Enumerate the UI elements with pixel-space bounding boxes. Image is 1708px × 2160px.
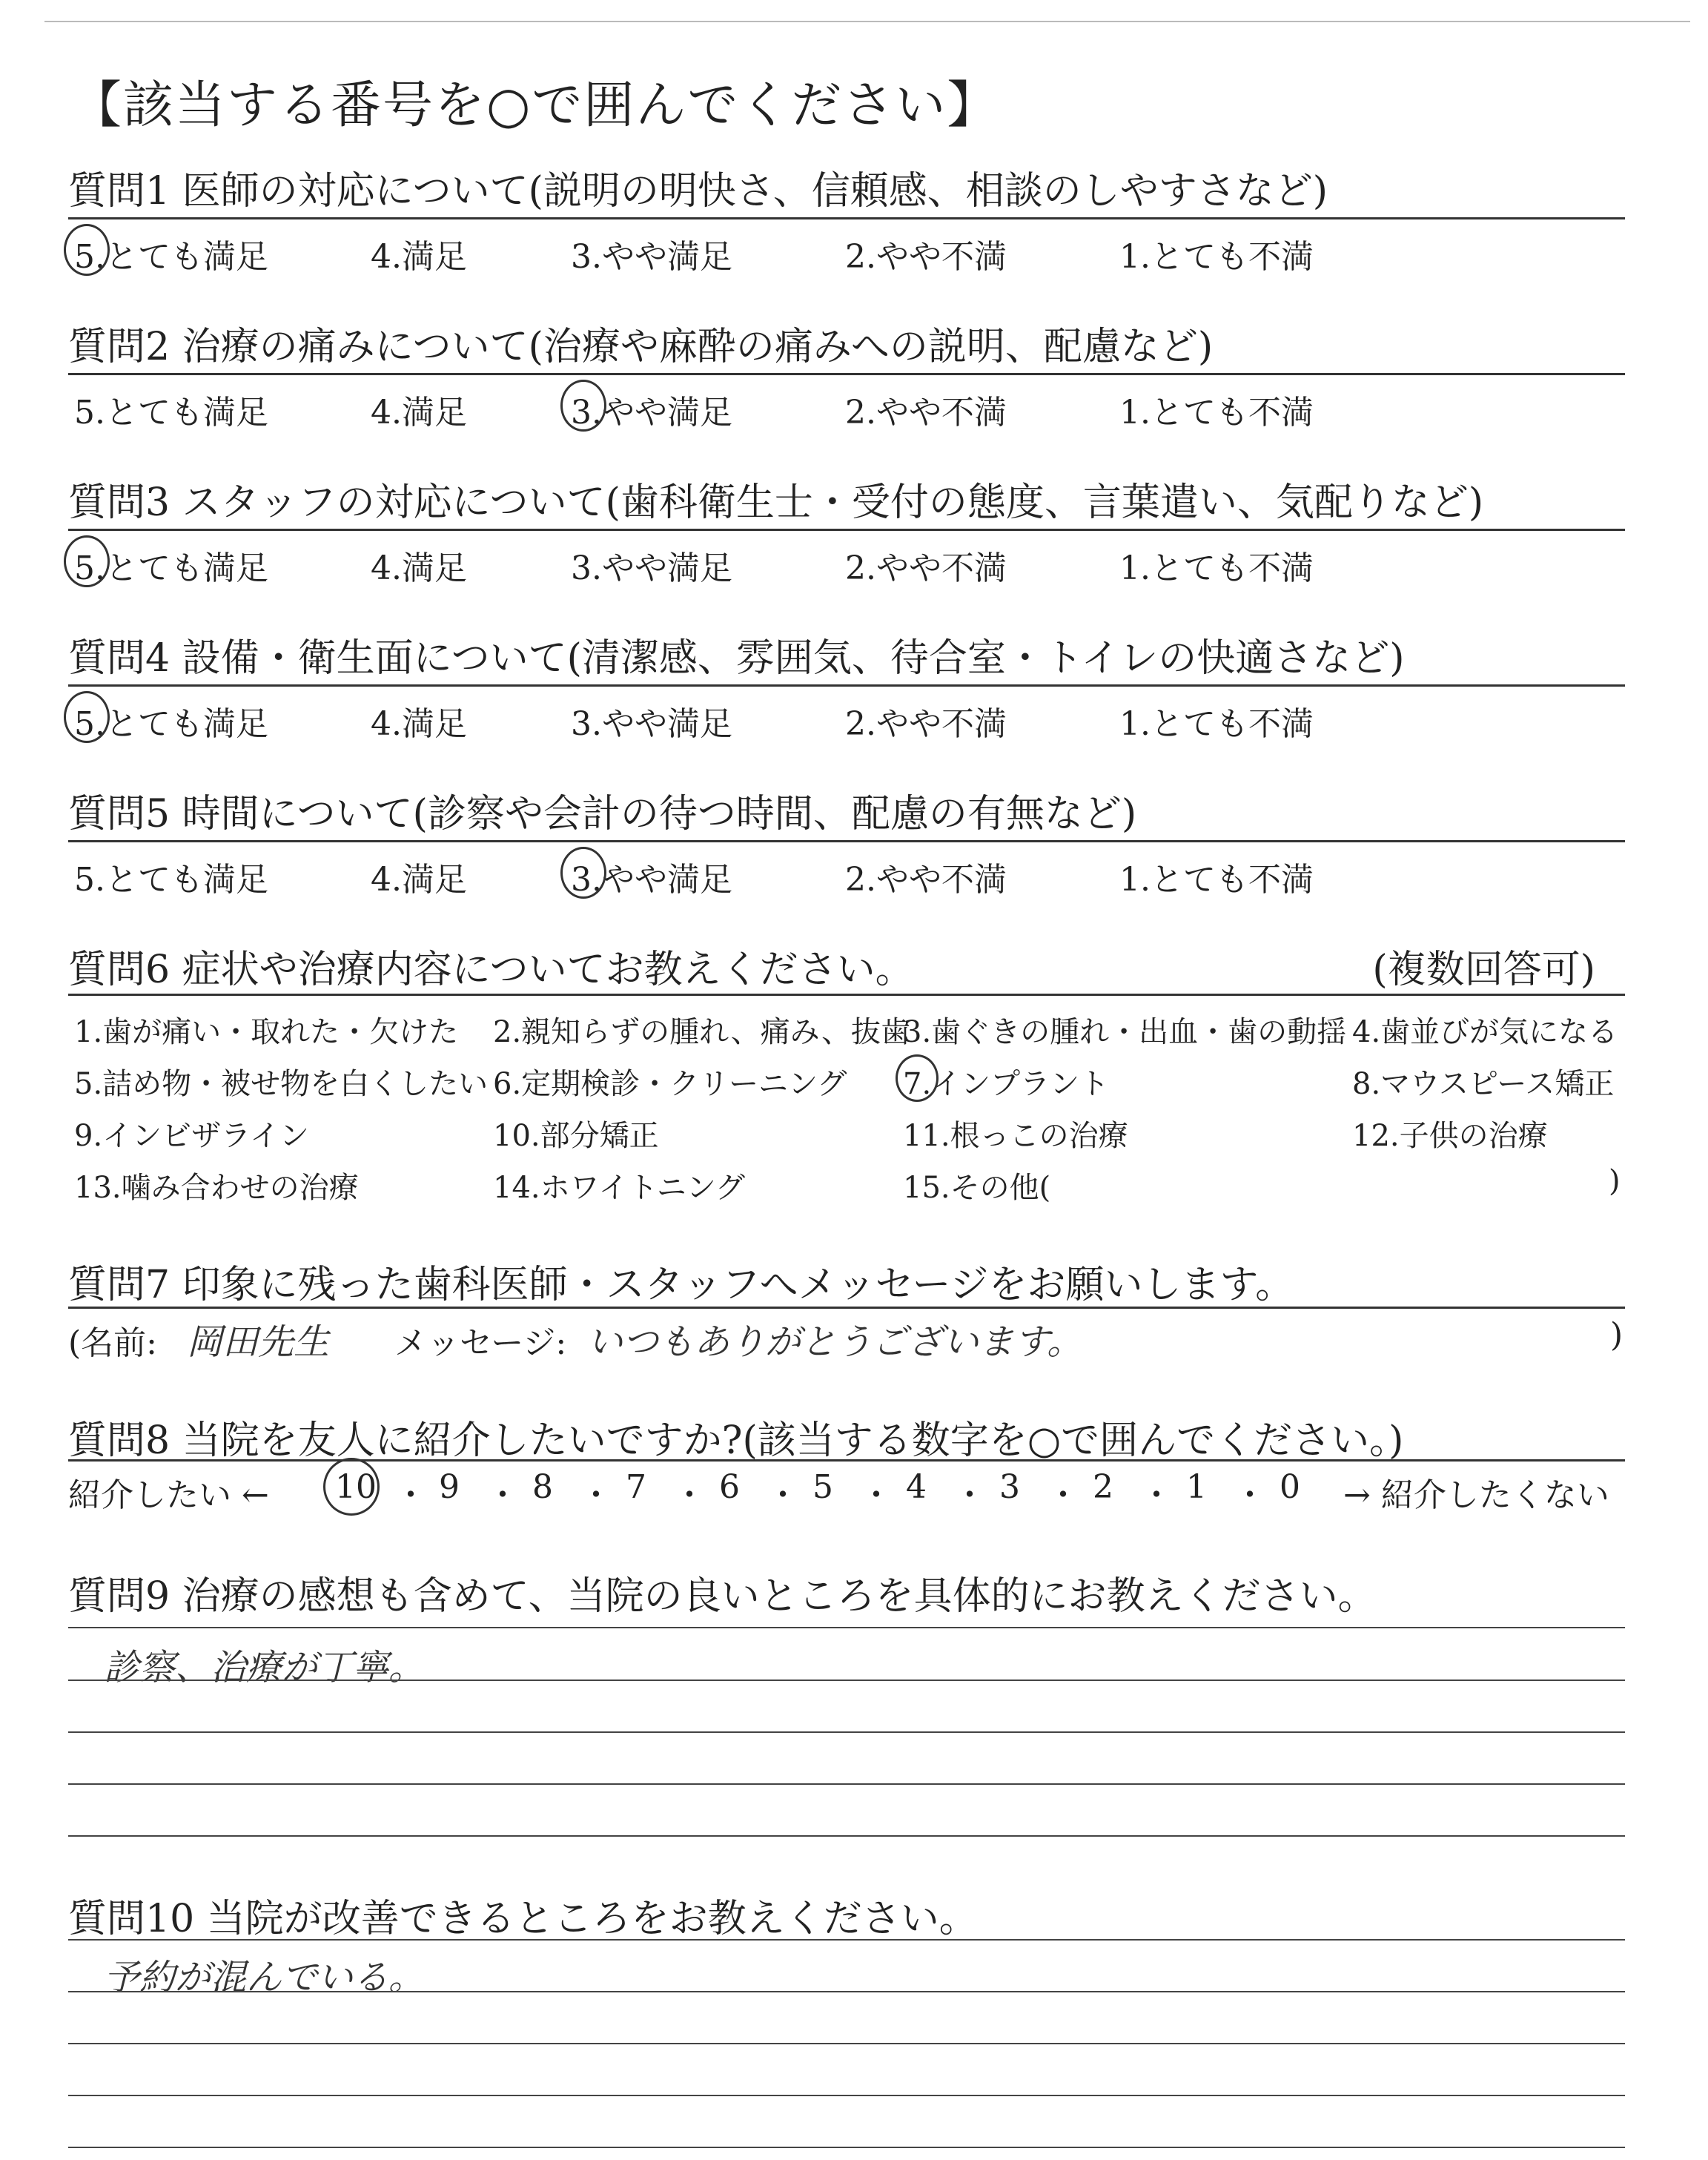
q8-left-label: 紹介したい ← (68, 1476, 269, 1514)
q6-note: (複数回答可) (1372, 948, 1595, 992)
q2-title: 質問2 治療の痛みについて(治療や麻酔の痛みへの説明、配慮など) (68, 325, 1214, 369)
q8-sep: ・ (673, 1476, 706, 1514)
q8-value[interactable]: 6 (719, 1468, 740, 1506)
answer-line (68, 1939, 1625, 1941)
answer-line (68, 1731, 1625, 1733)
q6-title: 質問6 症状や治療内容についてお教えください。 (68, 948, 914, 992)
q7-message-value[interactable]: いつもありがとうございます。 (587, 1321, 1083, 1363)
q8-value[interactable]: 1 (1186, 1468, 1207, 1506)
rating-option[interactable]: 1.とても不満 (1119, 238, 1314, 276)
top-border (44, 21, 1690, 22)
question-10 (68, 1887, 1625, 1941)
rating-option[interactable]: 5.とても満足 (74, 705, 268, 743)
answer-line (68, 1835, 1625, 1837)
answer-line (68, 1680, 1625, 1681)
q7-name-label: (名前: (68, 1324, 157, 1362)
answer-line (68, 1991, 1625, 1992)
rating-option[interactable]: 1.とても不満 (1119, 861, 1314, 899)
rating-option[interactable]: 2.やや不満 (845, 861, 1007, 899)
q6-option[interactable]: 8.マウスピース矯正 (1352, 1067, 1615, 1101)
q8-value[interactable]: 7 (626, 1468, 646, 1506)
selection-circle (560, 847, 606, 899)
q3-rule (68, 529, 1625, 531)
answer-line (68, 1783, 1625, 1785)
q8-value[interactable]: 5 (812, 1468, 833, 1506)
selection-circle (323, 1458, 380, 1516)
answer-line (68, 1627, 1625, 1628)
q8-value[interactable]: 4 (906, 1468, 927, 1506)
q8-sep: ・ (394, 1476, 427, 1514)
q8-value[interactable]: 8 (532, 1468, 553, 1506)
q8-sep: ・ (1047, 1476, 1079, 1514)
selection-circle (64, 691, 110, 743)
q7-title: 質問7 印象に残った歯科医師・スタッフへメッセージをお願いします。 (68, 1263, 1294, 1307)
q4-title: 質問4 設備・衛生面について(清潔感、雰囲気、待合室・トイレの快適さなど) (68, 636, 1405, 681)
rating-option[interactable]: 1.とても不満 (1119, 549, 1314, 587)
question-8 (68, 1409, 1625, 1463)
rating-option[interactable]: 2.やや不満 (845, 705, 1007, 743)
question-4 (68, 627, 1625, 681)
q7-close: ) (1610, 1316, 1623, 1354)
q8-sep: ・ (1140, 1476, 1173, 1514)
rating-option[interactable]: 4.満足 (371, 861, 467, 899)
answer-line (68, 2147, 1625, 2148)
q7-answer-row (68, 1316, 1640, 1368)
q8-value[interactable]: 10 (335, 1468, 377, 1506)
q8-sep: ・ (860, 1476, 893, 1514)
q8-right-label: → 紹介したくない (1343, 1476, 1609, 1514)
q6-option[interactable]: 1.歯が痛い・取れた・欠けた (74, 1015, 459, 1049)
q6-rule (68, 994, 1625, 996)
q8-sep: ・ (580, 1476, 612, 1514)
q6-option[interactable]: 12.子供の治療 (1352, 1119, 1548, 1153)
q9-title: 質問9 治療の感想も含めて、当院の良いところを具体的にお教えください。 (68, 1574, 1377, 1619)
q6-option[interactable]: 2.親知らずの腫れ、痛み、抜歯 (493, 1015, 910, 1049)
q7-rule (68, 1307, 1625, 1309)
q10-title: 質問10 当院が改善できるところをお教えください。 (68, 1897, 978, 1941)
q4-rule (68, 684, 1625, 687)
q8-value[interactable]: 2 (1093, 1468, 1113, 1506)
q6-option[interactable]: 6.定期検診・クリーニング (493, 1067, 847, 1101)
question-9 (68, 1565, 1625, 1619)
rating-option[interactable]: 4.満足 (371, 705, 467, 743)
rating-option[interactable]: 3.やや満足 (571, 549, 732, 587)
q8-sep: ・ (953, 1476, 986, 1514)
rating-option[interactable]: 5.とても満足 (74, 238, 268, 276)
q6-option[interactable]: 14.ホワイトニング (493, 1171, 746, 1205)
answer-line (68, 2043, 1625, 2044)
q10-answer[interactable]: 予約が混んでいる。 (104, 1957, 425, 1998)
q8-sep: ・ (767, 1476, 799, 1514)
question-1 (68, 159, 1625, 214)
q7-name-value[interactable]: 岡田先生 (187, 1321, 330, 1363)
rating-option[interactable]: 1.とても不満 (1119, 394, 1314, 432)
rating-option[interactable]: 2.やや不満 (845, 394, 1007, 432)
question-5 (68, 782, 1625, 836)
q6-option-selected[interactable]: 7.インプラント (903, 1067, 1110, 1101)
question-6 (68, 938, 1625, 992)
question-2 (68, 315, 1625, 369)
q8-sep: ・ (1234, 1476, 1266, 1514)
page-title: 【該当する番号を○で囲んでください】 (71, 76, 999, 135)
q6-other-close: ) (1609, 1164, 1621, 1198)
rating-option[interactable]: 3.やや満足 (571, 238, 732, 276)
q9-answer[interactable]: 診察、治療が丁寧。 (104, 1647, 425, 1688)
q3-title: 質問3 スタッフの対応について(歯科衛生士・受付の態度、言葉遣い、気配りなど) (68, 480, 1484, 525)
answer-line (68, 2095, 1625, 2096)
rating-option[interactable]: 3.やや満足 (571, 861, 732, 899)
q8-sep: ・ (486, 1476, 519, 1514)
selection-circle (896, 1054, 939, 1102)
rating-option[interactable]: 3.やや満足 (571, 394, 732, 432)
q6-option[interactable]: 5.詰め物・被せ物を白くしたい (74, 1067, 489, 1101)
q8-rule (68, 1459, 1625, 1462)
q5-rule (68, 840, 1625, 842)
rating-option[interactable]: 2.やや不満 (845, 238, 1007, 276)
q5-title: 質問5 時間について(診察や会計の待つ時間、配慮の有無など) (68, 792, 1137, 836)
selection-circle (560, 380, 606, 432)
rating-option[interactable]: 1.とても不満 (1119, 705, 1314, 743)
q8-value[interactable]: 9 (439, 1468, 460, 1506)
rating-option[interactable]: 2.やや不満 (845, 549, 1007, 587)
rating-option[interactable]: 5.とても満足 (74, 861, 268, 899)
rating-option[interactable]: 4.満足 (371, 238, 467, 276)
rating-option[interactable]: 3.やや満足 (571, 705, 732, 743)
selection-circle (64, 535, 110, 587)
q7-message-label: メッセージ: (394, 1324, 567, 1362)
q6-option[interactable]: 13.噛み合わせの治療 (74, 1171, 359, 1205)
q8-value[interactable]: 3 (999, 1468, 1020, 1506)
selection-circle (64, 224, 110, 276)
q6-option[interactable]: 11.根っこの治療 (903, 1119, 1128, 1153)
q2-rule (68, 373, 1625, 375)
rating-option[interactable]: 4.満足 (371, 549, 467, 587)
question-7 (68, 1253, 1625, 1307)
rating-option[interactable]: 5.とても満足 (74, 394, 268, 432)
q6-option[interactable]: 10.部分矯正 (493, 1119, 659, 1153)
q8-value[interactable]: 0 (1280, 1468, 1300, 1506)
q6-option-other[interactable]: 15.その他( (903, 1171, 1051, 1205)
rating-option[interactable]: 4.満足 (371, 394, 467, 432)
q8-title: 質問8 当院を友人に紹介したいですか?(該当する数字を○で囲んでください。) (68, 1418, 1404, 1463)
q6-option[interactable]: 4.歯並びが気になる (1352, 1015, 1618, 1049)
question-3 (68, 471, 1625, 525)
q6-option[interactable]: 3.歯ぐきの腫れ・出血・歯の動揺 (903, 1015, 1347, 1049)
q1-title: 質問1 医師の対応について(説明の明快さ、信頼感、相談のしやすさなど) (68, 169, 1328, 214)
q1-rule (68, 217, 1625, 219)
rating-option[interactable]: 5.とても満足 (74, 549, 268, 587)
q6-option[interactable]: 9.インビザライン (74, 1119, 309, 1153)
